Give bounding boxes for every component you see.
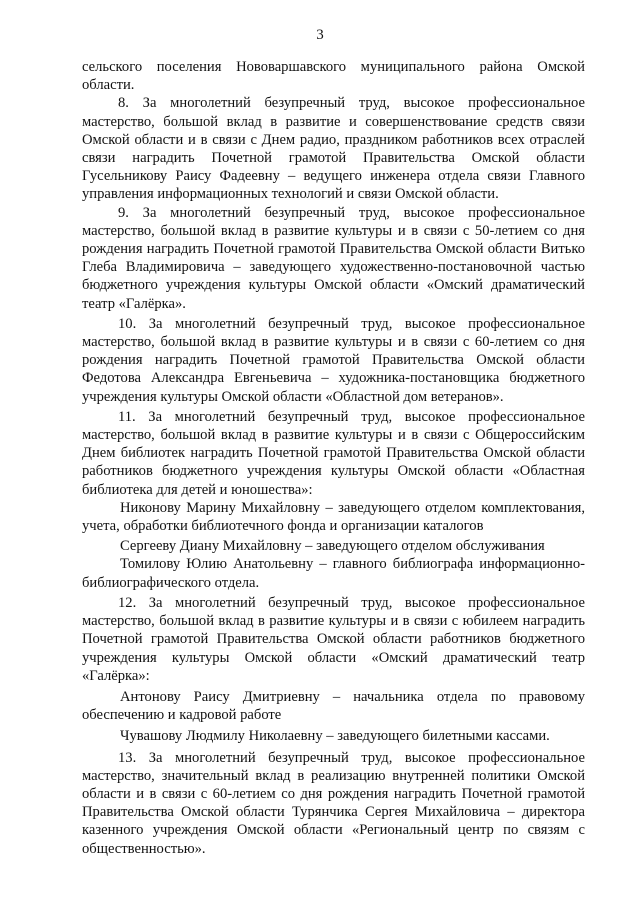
- page-number: 3: [316, 27, 324, 43]
- awardee-sergeeva: Сергееву Диану Михайловну – заведующего отделом обслуживания: [120, 538, 545, 555]
- awardee-antonova: Антонову Раису Дмитриевну – начальника отдела по правовому обеспечению и кадровой работе: [82, 688, 585, 724]
- paragraph-item-13: 13. За многолетний безупречный труд, высокое профессиональное мастерство, значительный вклад в реализацию внутренней политики Омской области и в связи с 60-летием со дня рождения наградить Почетной грамотой Правительства Омской области Турянчика Сергея Михайловича – директора казенного учреждения Омской области «Региональный центр по связям с общественностью».: [82, 749, 585, 857]
- paragraph-continuation: сельского поселения Нововаршавского муниципального района Омской области.: [82, 59, 585, 94]
- document-body: [82, 58, 585, 858]
- paragraph-item-8: 8. За многолетний безупречный труд, высокое профессиональное мастерство, большой вклад в развитие и совершенствование средств связи Омской области и в связи с Днем радио, праздником работников всех отраслей связи наградить Почетной грамотой Правительства Омской области Гусельникову Раису Фадеевну – ведущего инженера отдела связи Главного управления информационных технологий и связи Омской области.: [82, 95, 585, 203]
- awardee-tomilova: Томилову Юлию Анатольевну – главного библиографа информационно-библиографического отдела.: [82, 556, 585, 591]
- paragraph-item-12: 12. За многолетний безупречный труд, высокое профессиональное мастерство, большой вклад в развитие культуры и в связи с юбилеем наградить Почетной грамотой Правительства Омской области работников бюджетного учреждения культуры Омской области «Омский драматический театр «Галёрка»:: [82, 594, 585, 684]
- awardee-nikonova: Никонову Марину Михайловну – заведующего отделом комплектования, учета, обработки библиотечного фонда и организации каталогов: [82, 499, 585, 535]
- awardee-chuvashova: Чувашову Людмилу Николаевну – заведующего билетными кассами.: [120, 728, 550, 745]
- paragraph-item-9: 9. За многолетний безупречный труд, высокое профессиональное мастерство, большой вклад в развитие культуры и в связи с 50-летием со дня рождения наградить Почетной грамотой Правительства Омской области Витько Глеба Владимировича – заведующего художественно-постановочной частью бюджетного учреждения культуры Омской области «Омский драматический театр «Галёрка».: [82, 204, 585, 312]
- paragraph-item-10: 10. За многолетний безупречный труд, высокое профессиональное мастерство, большой вклад в развитие культуры и в связи с 60-летием со дня рождения наградить Почетной грамотой Правительства Омской области Федотова Александра Евгеньевича – художника-постановщика бюджетного учреждения культуры Омской области «Областной дом ветеранов».: [82, 315, 585, 405]
- paragraph-item-11: 11. За многолетний безупречный труд, высокое профессиональное мастерство, большой вклад в развитие культуры и в связи с Общероссийским Днем библиотек наградить Почетной грамотой Правительства Омской области работников бюджетного учреждения культуры Омской области «Областная библиотека для детей и юношества»:: [82, 408, 585, 498]
